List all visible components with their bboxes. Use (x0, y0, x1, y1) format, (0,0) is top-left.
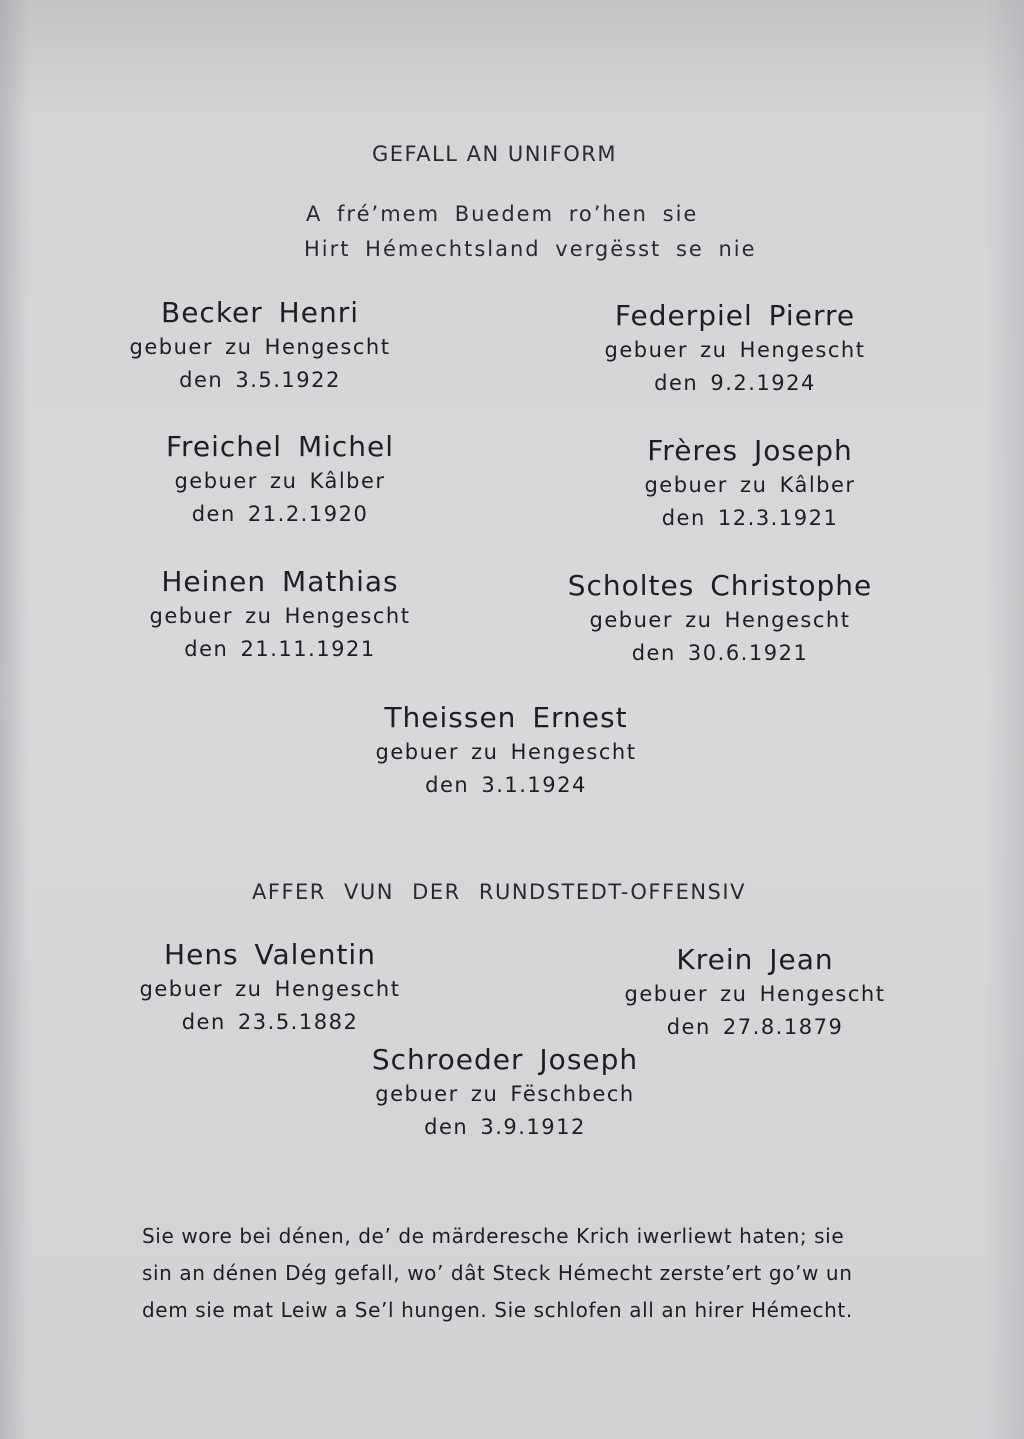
entry-date: den 23.5.1882 (181, 1010, 359, 1034)
entry-birthplace: gebuer zu Kâlber (644, 473, 856, 497)
memorial-entry-theissen (356, 700, 656, 802)
memorial-entry-schroeder (345, 1042, 665, 1144)
entry-birthplace: gebuer zu Hengescht (375, 740, 637, 764)
memorial-entry-scholtes (555, 568, 885, 670)
entry-name: Theissen Ernest (384, 701, 628, 734)
entry-birthplace: gebuer zu Hengescht (149, 604, 411, 628)
entry-name: Krein Jean (676, 943, 834, 976)
entry-name: Scholtes Christophe (567, 569, 873, 602)
memorial-entry-krein (605, 942, 905, 1044)
entry-date: den 21.2.1920 (191, 502, 369, 526)
closing-line-3: dem sie mat Leiw a Se’l hungen. Sie schlofen all an hirer Hémecht. (142, 1298, 853, 1322)
entry-birthplace: gebuer zu Hengescht (139, 977, 401, 1001)
entry-birthplace: gebuer zu Hengescht (129, 335, 391, 359)
closing-line-1: Sie wore bei dénen, de’ de märderesche Krich iwerliewt haten; sie (142, 1224, 845, 1248)
section-heading-offensive: AFFER VUN DER RUNDSTEDT-OFFENSIV (252, 880, 746, 904)
entry-birthplace: gebuer zu Hengescht (604, 338, 866, 362)
verse-line-1: A fré’mem Buedem ro’hen sie (306, 202, 699, 226)
entry-date: den 27.8.1879 (666, 1015, 844, 1039)
entry-name: Freichel Michel (165, 430, 395, 463)
entry-birthplace: gebuer zu Fëschbech (375, 1082, 635, 1106)
entry-name: Frères Joseph (647, 434, 853, 467)
memorial-entry-freichel (130, 429, 430, 531)
entry-date: den 30.6.1921 (631, 641, 809, 665)
entry-date: den 12.3.1921 (661, 506, 839, 530)
entry-date: den 3.9.1912 (424, 1115, 586, 1139)
entry-birthplace: gebuer zu Hengescht (589, 608, 851, 632)
entry-name: Federpiel Pierre (614, 299, 856, 332)
entry-name: Hens Valentin (164, 938, 376, 971)
entry-date: den 3.5.1922 (179, 368, 341, 392)
memorial-entry-freres (600, 433, 900, 535)
entry-name: Heinen Mathias (161, 565, 399, 598)
entry-date: den 9.2.1924 (654, 371, 816, 395)
entry-name: Schroeder Joseph (371, 1043, 639, 1076)
closing-paragraph (142, 1218, 882, 1329)
verse-line-2: Hirt Hémechtsland vergësst se nie (304, 237, 757, 261)
entry-name: Becker Henri (160, 296, 359, 329)
entry-birthplace: gebuer zu Hengescht (624, 982, 886, 1006)
memorial-entry-heinen (130, 564, 430, 666)
memorial-entry-hens (120, 937, 420, 1039)
entry-birthplace: gebuer zu Kâlber (174, 469, 386, 493)
section-heading-uniform: GEFALL AN UNIFORM (372, 142, 617, 166)
entry-date: den 21.11.1921 (184, 637, 376, 661)
closing-line-2: sin an dénen Dég gefall, wo’ dât Steck Hémecht zerste’ert go’w un (142, 1261, 853, 1285)
memorial-entry-federpiel (585, 298, 885, 400)
memorial-entry-becker (110, 295, 410, 397)
entry-date: den 3.1.1924 (425, 773, 587, 797)
